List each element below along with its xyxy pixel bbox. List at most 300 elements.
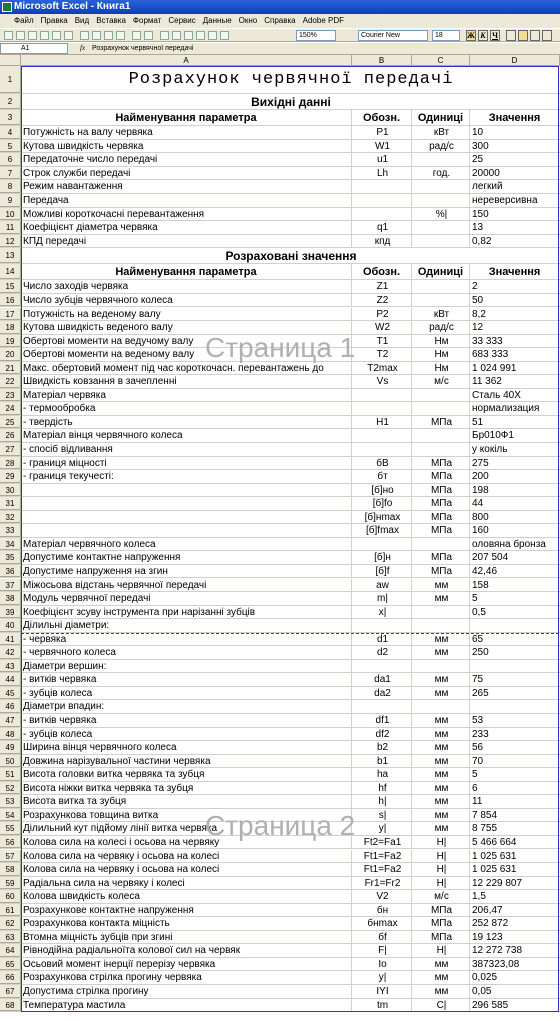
param-name-cell[interactable] (21, 497, 352, 510)
param-symbol-cell[interactable]: df2 (352, 728, 412, 741)
param-value-cell[interactable]: 12 272 738 (472, 945, 523, 957)
row-number[interactable]: 3 (0, 110, 21, 125)
param-value-cell[interactable]: 75 (472, 674, 484, 686)
param-value-cell[interactable]: 0,82 (472, 235, 492, 247)
param-value-cell[interactable]: у кокіль (472, 444, 508, 455)
row-number[interactable]: 11 (0, 221, 21, 234)
param-unit-cell[interactable] (412, 280, 470, 293)
param-unit-cell[interactable]: МПа (412, 565, 470, 578)
param-unit-cell[interactable]: мм (412, 673, 470, 686)
row-number[interactable]: 29 (0, 470, 21, 483)
param-symbol-cell[interactable]: s| (352, 809, 412, 822)
param-value-cell[interactable]: 5 466 664 (472, 836, 517, 848)
param-name-cell[interactable]: Радіальна сила на червяку і колесі (21, 877, 352, 890)
param-symbol-cell[interactable]: b2 (352, 741, 412, 754)
param-value-cell[interactable]: легкий (472, 181, 503, 193)
param-value-cell[interactable]: 233 (472, 728, 489, 740)
param-unit-cell[interactable]: кВт (412, 308, 470, 321)
param-symbol-cell[interactable] (352, 180, 412, 193)
param-unit-cell[interactable]: МПа (412, 457, 470, 470)
fx-icon[interactable]: fx (80, 44, 86, 52)
copy-icon[interactable] (92, 31, 101, 40)
param-unit-cell[interactable]: МПа (412, 484, 470, 497)
row-number[interactable]: 63 (0, 931, 21, 944)
align-left-icon[interactable] (506, 30, 516, 41)
param-name-cell[interactable]: Коефіцієнт діаметра червяка (21, 221, 352, 234)
param-value-cell[interactable] (470, 660, 559, 673)
param-value-cell[interactable]: 0,05 (472, 986, 492, 997)
row-number[interactable]: 2 (0, 94, 21, 109)
row-number[interactable]: 26 (0, 429, 21, 442)
row-number[interactable]: 1 (0, 66, 21, 93)
italic-button[interactable]: К (478, 30, 488, 41)
param-name-cell[interactable]: Обертові моменти на веденому валу (21, 348, 352, 361)
param-symbol-cell[interactable]: Io (352, 958, 412, 971)
param-unit-cell[interactable] (412, 221, 470, 234)
row-number[interactable]: 21 (0, 362, 21, 375)
param-symbol-cell[interactable]: b1 (352, 755, 412, 768)
param-symbol-cell[interactable]: [б]нmax (352, 511, 412, 524)
param-unit-cell[interactable]: Н| (412, 944, 470, 957)
row-number[interactable]: 39 (0, 606, 21, 619)
param-value-cell[interactable]: 200 (472, 471, 489, 483)
param-name-cell[interactable]: Допустиме напруження на згин (21, 565, 352, 578)
row-number[interactable]: 32 (0, 511, 21, 524)
param-symbol-cell[interactable]: d2 (352, 646, 412, 659)
menu-tools[interactable]: Сервис (168, 16, 196, 25)
row-number[interactable]: 27 (0, 443, 21, 456)
param-name-cell[interactable]: Колова сила на колесі і осьова на червяку (21, 836, 352, 849)
param-name-cell[interactable]: - спосіб відливання (21, 443, 352, 456)
sort-asc-icon[interactable] (184, 31, 193, 40)
param-value-cell[interactable]: 42,46 (472, 565, 498, 577)
row-number[interactable]: 22 (0, 375, 21, 388)
row-number[interactable]: 46 (0, 700, 21, 713)
column-title-symbol[interactable]: Обозн. (352, 110, 412, 125)
param-unit-cell[interactable]: C| (412, 999, 470, 1012)
column-title-unit[interactable]: Одиниці (412, 110, 470, 125)
param-name-cell[interactable]: Осьовий момент інерції перерізу червяка (21, 958, 352, 971)
param-unit-cell[interactable] (412, 700, 470, 713)
param-unit-cell[interactable]: рад/с (412, 140, 470, 153)
param-unit-cell[interactable]: кВт (412, 126, 470, 139)
param-symbol-cell[interactable]: бf (352, 931, 412, 944)
param-symbol-cell[interactable]: T1 (352, 335, 412, 348)
param-value-cell[interactable]: 8,2 (472, 308, 486, 320)
param-value-cell[interactable]: Сталь 40Х (472, 389, 521, 401)
row-number[interactable]: 5 (0, 140, 21, 153)
param-name-cell[interactable]: Число зубців червячного колеса (21, 294, 352, 307)
row-number[interactable]: 16 (0, 294, 21, 307)
param-value-cell[interactable]: 12 229 807 (472, 877, 523, 889)
param-unit-cell[interactable] (412, 402, 470, 415)
param-value-cell[interactable]: 25 (472, 154, 484, 166)
name-box[interactable]: A1 (0, 43, 68, 54)
paste-icon[interactable] (104, 31, 113, 40)
param-symbol-cell[interactable]: aw (352, 579, 412, 592)
cut-icon[interactable] (80, 31, 89, 40)
param-symbol-cell[interactable]: бт (352, 470, 412, 483)
row-number[interactable]: 66 (0, 971, 21, 984)
param-value-cell[interactable]: 275 (472, 457, 489, 469)
param-value-cell[interactable]: 20000 (472, 167, 500, 179)
row-number[interactable]: 6 (0, 153, 21, 166)
param-name-cell[interactable]: Обертові моменти на ведучому валу (21, 335, 352, 348)
row-number[interactable]: 37 (0, 579, 21, 592)
param-value-cell[interactable]: 158 (472, 579, 489, 591)
redo-icon[interactable] (144, 31, 153, 40)
row-number[interactable]: 9 (0, 194, 21, 207)
param-unit-cell[interactable]: МПа (412, 416, 470, 429)
param-name-cell[interactable]: Матеріал червяка (21, 389, 352, 402)
row-number[interactable]: 33 (0, 524, 21, 537)
param-value-cell[interactable]: 5 (472, 769, 478, 781)
param-value-cell[interactable]: 33 333 (472, 335, 503, 347)
param-symbol-cell[interactable]: [б]f (352, 565, 412, 578)
bold-button[interactable]: Ж (467, 31, 475, 40)
format-painter-icon[interactable] (116, 31, 125, 40)
column-title-name[interactable]: Найменування параметра (21, 110, 352, 125)
row-number[interactable]: 10 (0, 208, 21, 221)
param-symbol-cell[interactable]: H1 (352, 416, 412, 429)
param-symbol-cell[interactable] (352, 194, 412, 207)
param-symbol-cell[interactable]: Ft1=Fa2 (352, 863, 412, 876)
param-name-cell[interactable]: Діаметри вершин: (21, 660, 352, 673)
param-value-cell[interactable]: 198 (472, 484, 489, 496)
param-unit-cell[interactable] (412, 538, 470, 551)
param-symbol-cell[interactable]: x| (352, 606, 412, 619)
row-number[interactable]: 56 (0, 836, 21, 849)
param-value-cell[interactable]: 0,5 (472, 606, 486, 618)
row-number[interactable]: 53 (0, 795, 21, 808)
row-number[interactable]: 65 (0, 958, 21, 971)
param-value-cell[interactable] (470, 700, 559, 713)
param-unit-cell[interactable]: МПа (412, 524, 470, 537)
row-number[interactable]: 67 (0, 985, 21, 998)
param-name-cell[interactable]: - зубців колеса (21, 687, 352, 700)
menu-format[interactable]: Формат (132, 16, 162, 25)
param-symbol-cell[interactable] (352, 443, 412, 456)
param-symbol-cell[interactable]: P1 (352, 126, 412, 139)
param-name-cell[interactable]: Режим навантаження (21, 180, 352, 193)
row-number[interactable]: 25 (0, 416, 21, 429)
param-name-cell[interactable]: Передача (21, 194, 352, 207)
column-header-b[interactable]: B (352, 55, 412, 66)
param-symbol-cell[interactable]: hf (352, 782, 412, 795)
param-symbol-cell[interactable]: u1 (352, 153, 412, 166)
row-number[interactable]: 19 (0, 335, 21, 348)
row-number[interactable]: 17 (0, 308, 21, 321)
param-unit-cell[interactable]: МПа (412, 917, 470, 930)
row-number[interactable]: 50 (0, 755, 21, 768)
param-unit-cell[interactable] (412, 443, 470, 456)
column-header-c[interactable]: C (412, 55, 470, 66)
row-number[interactable]: 57 (0, 850, 21, 863)
param-name-cell[interactable]: Ділильний кут підйому лінії витка червяка (21, 822, 352, 835)
param-symbol-cell[interactable]: W1 (352, 140, 412, 153)
param-name-cell[interactable]: Можливі короткочасні перевантаження (21, 208, 352, 221)
row-number[interactable]: 59 (0, 877, 21, 890)
param-name-cell[interactable]: Ширина вінця червячного колеса (21, 741, 352, 754)
param-name-cell[interactable]: - витків червяка (21, 673, 352, 686)
param-name-cell[interactable]: Макс. обертовий момент під час короткочасн. перевантажень до (21, 362, 352, 375)
row-number[interactable]: 47 (0, 714, 21, 727)
param-unit-cell[interactable]: мм (412, 985, 470, 998)
param-unit-cell[interactable] (412, 294, 470, 307)
param-name-cell[interactable]: - твердість (21, 416, 352, 429)
param-name-cell[interactable]: - границя текучесті: (21, 470, 352, 483)
param-value-cell[interactable]: 1 024 991 (472, 362, 517, 374)
row-number[interactable]: 42 (0, 646, 21, 659)
align-center-icon[interactable] (518, 30, 528, 41)
param-symbol-cell[interactable]: [б]но (352, 484, 412, 497)
param-name-cell[interactable]: Допустиме контактне напруження (21, 551, 352, 564)
select-all-corner[interactable] (0, 55, 21, 66)
param-unit-cell[interactable]: мм (412, 579, 470, 592)
row-number[interactable]: 8 (0, 180, 21, 193)
param-unit-cell[interactable]: Нм (412, 362, 470, 375)
formula-input[interactable]: Розрахунок червячної передачі (92, 45, 194, 52)
param-value-cell[interactable]: 387323,08 (472, 958, 520, 970)
menu-insert[interactable]: Вставка (96, 16, 126, 25)
row-number[interactable]: 34 (0, 538, 21, 551)
param-symbol-cell[interactable] (352, 660, 412, 673)
param-name-cell[interactable]: Число заходів червяка (21, 280, 352, 293)
row-number[interactable]: 40 (0, 619, 21, 632)
row-number[interactable]: 51 (0, 768, 21, 781)
param-unit-cell[interactable]: Н| (412, 863, 470, 876)
param-value-cell[interactable]: 1 025 631 (472, 850, 517, 862)
param-value-cell[interactable]: 2 (472, 281, 478, 293)
param-symbol-cell[interactable]: Ft1=Fa2 (352, 850, 412, 863)
param-symbol-cell[interactable]: Ft2=Fa1 (352, 836, 412, 849)
param-symbol-cell[interactable] (352, 538, 412, 551)
param-symbol-cell[interactable] (352, 619, 412, 632)
row-number[interactable]: 68 (0, 999, 21, 1012)
param-name-cell[interactable]: Розрахункове контактне напруження (21, 904, 352, 917)
param-value-cell[interactable]: 53 (472, 715, 484, 726)
param-value-cell[interactable]: оловяна бронза (472, 538, 546, 550)
menu-file[interactable]: Файл (14, 16, 34, 25)
param-unit-cell[interactable]: мм (412, 958, 470, 971)
param-name-cell[interactable]: Довжина нарізувальної частини червяка (21, 755, 352, 768)
param-value-cell[interactable]: 206,47 (472, 904, 503, 916)
row-number[interactable]: 41 (0, 633, 21, 646)
param-symbol-cell[interactable]: [б]fmax (352, 524, 412, 537)
param-value-cell[interactable]: 160 (472, 525, 489, 537)
menu-help[interactable]: Справка (264, 16, 296, 25)
param-name-cell[interactable]: Потужність на валу червяка (21, 126, 352, 139)
param-value-cell[interactable]: 19 123 (472, 931, 503, 943)
row-number[interactable]: 7 (0, 167, 21, 180)
param-unit-cell[interactable]: МПа (412, 931, 470, 944)
sheet-title-cell[interactable]: Розрахунок червячної передачі (128, 70, 454, 89)
param-symbol-cell[interactable] (352, 429, 412, 442)
param-value-cell[interactable]: нереверсивна (472, 195, 538, 206)
param-value-cell[interactable]: 10 (472, 127, 484, 138)
param-unit-cell[interactable]: мм (412, 728, 470, 741)
param-value-cell[interactable] (470, 619, 559, 632)
merge-center-icon[interactable] (542, 30, 552, 41)
row-number[interactable]: 60 (0, 890, 21, 903)
param-unit-cell[interactable]: мм (412, 755, 470, 768)
param-unit-cell[interactable]: мм (412, 687, 470, 700)
param-value-cell[interactable]: 51 (472, 416, 484, 428)
column-title-symbol[interactable]: Обозн. (352, 264, 412, 279)
param-name-cell[interactable]: Висота головки витка червяка та зубця (21, 768, 352, 781)
param-symbol-cell[interactable]: P2 (352, 308, 412, 321)
param-unit-cell[interactable]: %| (412, 208, 470, 221)
param-name-cell[interactable]: Кутова швидкість червяка (21, 140, 352, 153)
param-unit-cell[interactable] (412, 235, 470, 248)
param-unit-cell[interactable] (412, 153, 470, 166)
param-name-cell[interactable]: Строк служби передачі (21, 167, 352, 180)
column-title-value[interactable]: Значення (488, 112, 541, 124)
param-name-cell[interactable]: Висота ніжки витка червяка та зубця (21, 782, 352, 795)
param-symbol-cell[interactable]: df1 (352, 714, 412, 727)
hyperlink-icon[interactable] (160, 31, 169, 40)
row-number[interactable]: 45 (0, 687, 21, 700)
param-unit-cell[interactable]: мм (412, 822, 470, 835)
param-unit-cell[interactable]: МПа (412, 551, 470, 564)
menu-window[interactable]: Окно (238, 16, 258, 25)
param-symbol-cell[interactable]: y| (352, 971, 412, 984)
param-unit-cell[interactable] (412, 194, 470, 207)
param-name-cell[interactable]: - термообробка (21, 402, 352, 415)
param-symbol-cell[interactable]: Z2 (352, 294, 412, 307)
param-value-cell[interactable]: 300 (472, 140, 489, 152)
row-number[interactable]: 28 (0, 457, 21, 470)
row-number[interactable]: 43 (0, 660, 21, 673)
row-number[interactable]: 35 (0, 551, 21, 564)
row-number[interactable]: 23 (0, 389, 21, 402)
param-symbol-cell[interactable]: IYI (352, 985, 412, 998)
param-name-cell[interactable]: Матеріал червячного колеса (21, 538, 352, 551)
param-symbol-cell[interactable]: h| (352, 795, 412, 808)
param-symbol-cell[interactable]: бн (352, 904, 412, 917)
param-unit-cell[interactable]: МПа (412, 497, 470, 510)
row-number[interactable]: 20 (0, 348, 21, 361)
param-value-cell[interactable]: 13 (472, 222, 484, 234)
menu-edit[interactable]: Правка (40, 16, 68, 25)
param-unit-cell[interactable]: Н| (412, 836, 470, 849)
param-unit-cell[interactable]: Н| (412, 850, 470, 863)
param-symbol-cell[interactable]: T2max (352, 362, 412, 375)
param-unit-cell[interactable]: м/с (412, 375, 470, 388)
param-unit-cell[interactable] (412, 389, 470, 402)
param-value-cell[interactable]: 683 333 (472, 349, 509, 361)
row-number[interactable]: 58 (0, 863, 21, 876)
param-unit-cell[interactable]: мм (412, 646, 470, 659)
row-number[interactable]: 38 (0, 592, 21, 605)
param-name-cell[interactable]: Розрахункова стрілка прогину червяка (21, 971, 352, 984)
autosum-icon[interactable] (172, 31, 181, 40)
param-name-cell[interactable]: - зубців колеса (21, 728, 352, 741)
param-value-cell[interactable]: Бр010Ф1 (472, 430, 514, 442)
param-name-cell[interactable] (21, 524, 352, 537)
param-value-cell[interactable]: 11 362 (472, 376, 502, 388)
param-unit-cell[interactable]: мм (412, 809, 470, 822)
row-number[interactable]: 61 (0, 904, 21, 917)
param-symbol-cell[interactable]: Z1 (352, 280, 412, 293)
param-unit-cell[interactable]: МПа (412, 470, 470, 483)
param-unit-cell[interactable]: рад/с (412, 321, 470, 334)
column-title-unit[interactable]: Одиниці (412, 264, 470, 279)
param-symbol-cell[interactable]: бВ (352, 457, 412, 470)
param-value-cell[interactable]: 250 (472, 647, 489, 659)
param-value-cell[interactable]: 7 854 (472, 809, 498, 821)
row-number[interactable]: 49 (0, 741, 21, 754)
section-heading[interactable]: Розраховані значення (225, 249, 357, 264)
spell-icon[interactable] (64, 31, 73, 40)
param-symbol-cell[interactable]: F| (352, 944, 412, 957)
param-value-cell[interactable]: 6 (472, 782, 478, 794)
param-symbol-cell[interactable]: Vs (352, 375, 412, 388)
param-name-cell[interactable]: Розрахункова товщина витка (21, 809, 352, 822)
param-symbol-cell[interactable]: бнmax (352, 917, 412, 930)
param-unit-cell[interactable]: Н| (412, 877, 470, 890)
param-symbol-cell[interactable]: ha (352, 768, 412, 781)
param-name-cell[interactable]: КПД передачі (21, 235, 352, 248)
param-symbol-cell[interactable]: V2 (352, 890, 412, 903)
row-number[interactable]: 18 (0, 321, 21, 334)
param-symbol-cell[interactable]: [б]fo (352, 497, 412, 510)
param-value-cell[interactable]: 150 (472, 208, 489, 220)
param-name-cell[interactable]: - границя міцності (21, 457, 352, 470)
param-name-cell[interactable]: Рівнодійна радіальноїта колової сил на червяк (21, 944, 352, 957)
underline-button[interactable]: Ч (490, 30, 500, 41)
param-symbol-cell[interactable]: tm (352, 999, 412, 1012)
param-value-cell[interactable]: 12 (472, 322, 484, 334)
param-value-cell[interactable]: 11 (472, 796, 483, 808)
param-name-cell[interactable]: Матеріал вінця червячного колеса (21, 429, 352, 442)
param-name-cell[interactable]: Ділильні діаметри: (21, 619, 352, 632)
param-name-cell[interactable]: Діаметри впадин: (21, 700, 352, 713)
row-number[interactable]: 62 (0, 917, 21, 930)
param-name-cell[interactable]: Передаточне число передачі (21, 153, 352, 166)
param-name-cell[interactable]: Колова сила на червяку і осьова на колесі (21, 850, 352, 863)
param-unit-cell[interactable]: м/с (412, 890, 470, 903)
param-unit-cell[interactable]: мм (412, 971, 470, 984)
undo-icon[interactable] (132, 31, 141, 40)
param-value-cell[interactable]: 50 (472, 294, 484, 306)
param-name-cell[interactable]: Розрахункова контакта міцність (21, 917, 352, 930)
param-value-cell[interactable]: 70 (472, 755, 484, 767)
param-unit-cell[interactable]: мм (412, 592, 470, 605)
param-symbol-cell[interactable]: W2 (352, 321, 412, 334)
param-unit-cell[interactable]: МПа (412, 511, 470, 524)
param-symbol-cell[interactable]: d1 (352, 633, 412, 646)
row-number[interactable]: 52 (0, 782, 21, 795)
param-value-cell[interactable]: 56 (472, 742, 484, 754)
column-title-name[interactable]: Найменування параметра (21, 264, 352, 279)
param-name-cell[interactable] (21, 511, 352, 524)
row-number[interactable]: 24 (0, 402, 21, 415)
param-name-cell[interactable]: - червяка (21, 633, 352, 646)
param-name-cell[interactable]: Модуль червячної передачі (21, 592, 352, 605)
param-name-cell[interactable]: Висота витка та зубця (21, 795, 352, 808)
param-value-cell[interactable]: 0,025 (472, 972, 498, 984)
row-number[interactable]: 12 (0, 235, 21, 248)
param-unit-cell[interactable]: мм (412, 741, 470, 754)
param-name-cell[interactable]: - витків червяка (21, 714, 352, 727)
param-value-cell[interactable]: 1 025 631 (472, 864, 517, 876)
menu-adobe-pdf[interactable]: Adobe PDF (302, 16, 344, 25)
param-symbol-cell[interactable]: T2 (352, 348, 412, 361)
param-unit-cell[interactable] (412, 429, 470, 442)
zoom-select[interactable]: 150% (296, 30, 336, 41)
param-name-cell[interactable]: Колова швидкість колеса (21, 890, 352, 903)
